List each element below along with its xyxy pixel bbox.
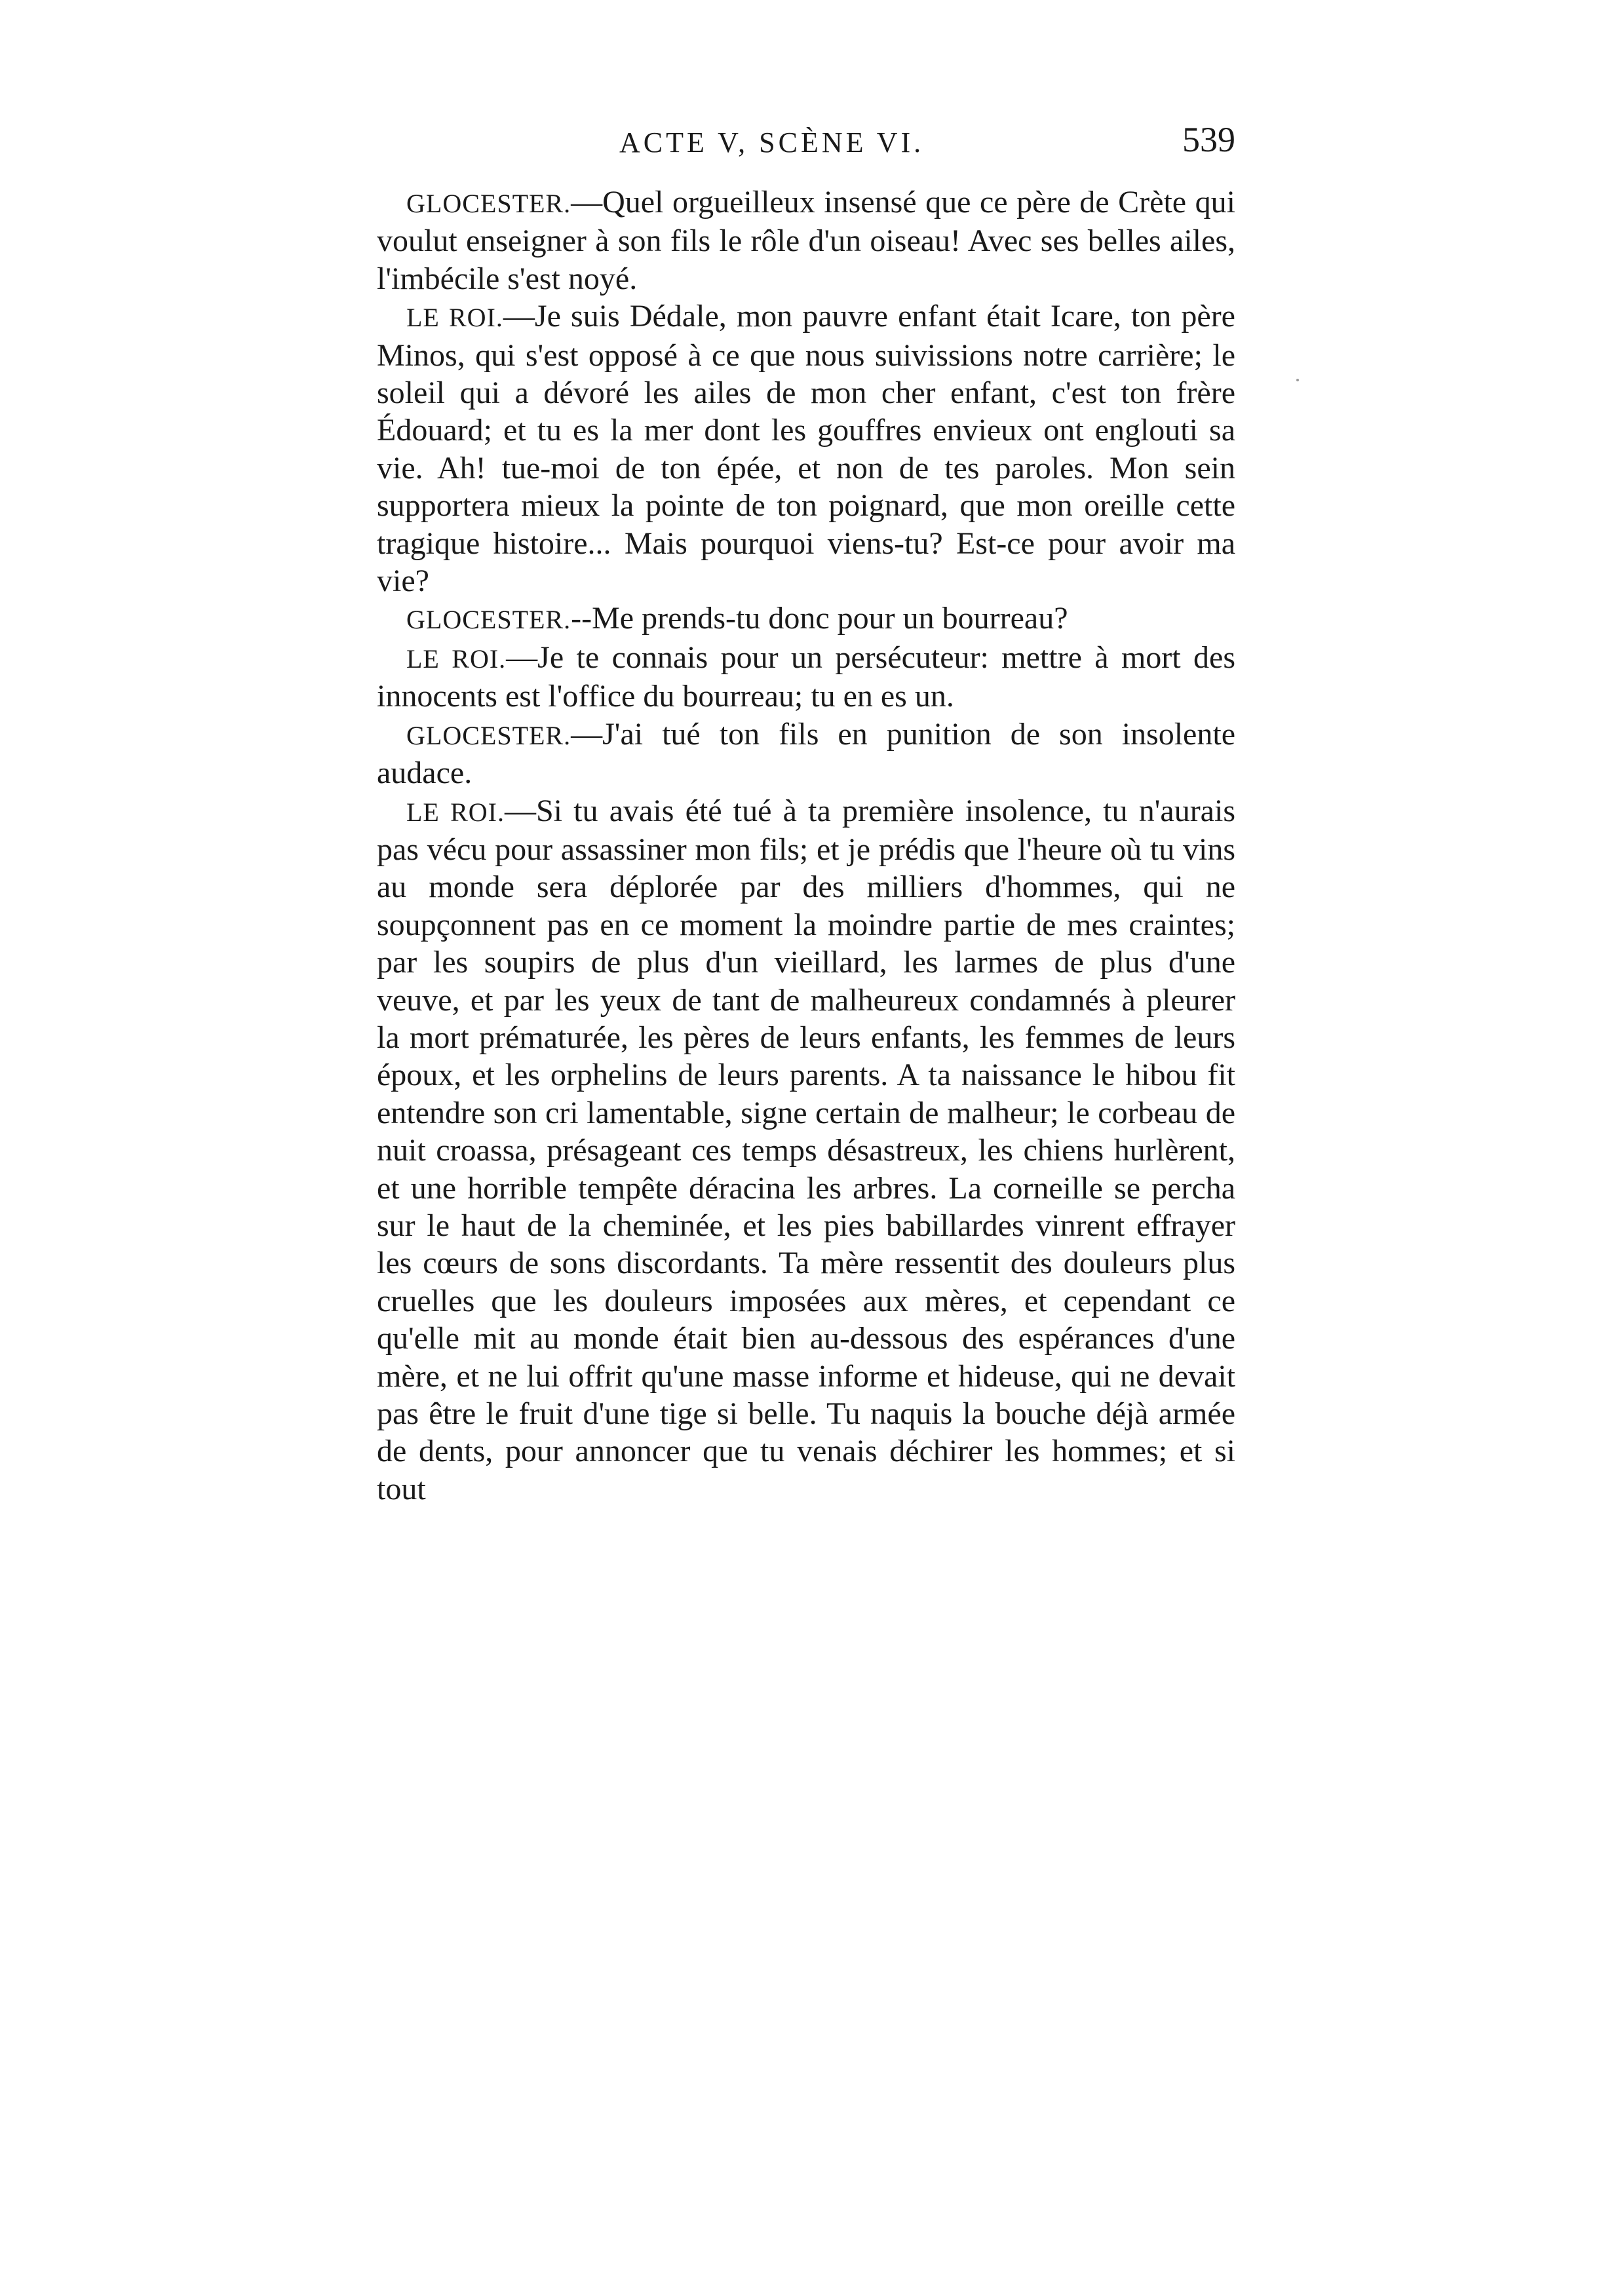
dialogue-paragraph (377, 183, 1235, 297)
speech-text: —Si tu avais été tué à ta première insolence, tu n'aurais pas vécu pour assassiner mon fils; et je prédis que l'heure où tu vins au monde sera déplorée par des milliers d'hommes, qui ne soupçonnent pas en ce moment la moindre partie de mes craintes; par les soupirs de plus d'un vieillard, les larmes de plus d'une veuve, et par les yeux de tant de malheureux condamnés à pleurer la mort prématurée, les pères de leurs enfants, les femmes de leurs époux, et les orphelins de leurs parents. A ta naissance le hibou fit entendre son cri lamentable, signe certain de malheur; le corbeau de nuit croassa, présageant ces temps désastreux, les chiens hurlèrent, et une horrible tempête déracina les arbres. La corneille se percha sur le haut de la cheminée, et les pies babillardes vinrent effrayer les cœurs de sons discordants. Ta mère ressentit des douleurs plus cruelles que les douleurs imposées aux mères, et cependant ce qu'elle mit au monde était bien au-dessous des espérances d'une mère, et ne lui offrit qu'une masse informe et hideuse, qui ne devait pas être le fruit d'une tige si belle. Tu naquis la bouche déjà armée de dents, pour annoncer que tu venais déchirer les hommes; et si tout (377, 793, 1235, 1506)
dialogue-body (377, 183, 1235, 1508)
page-number: 539 (1182, 120, 1235, 159)
running-title: ACTE V, SCÈNE VI. (619, 126, 925, 159)
speaker-name: LE ROI. (406, 643, 507, 674)
speaker-name: GLOCESTER. (406, 189, 571, 218)
speech-text: —Je suis Dédale, mon pauvre enfant était Icare, ton père Minos, qui s'est opposé à ce que nous suivissions notre carrière; le soleil qui a dévoré les ailes de mon cher enfant, c'est ton frère Édouard; et tu es la mer dont les gouffres envieux ont englouti sa vie. Ah! tue-moi de ton épée, et non de tes paroles. Mon sein supportera mieux la pointe de ton poignard, que mon oreille cette tragique histoire... Mais pourquoi viens-tu? Est-ce pour avoir ma vie? (377, 299, 1235, 599)
speech-text: —J'ai tué ton fils en punition de son insolente audace. (377, 716, 1235, 791)
dialogue-paragraph (377, 639, 1235, 716)
speech-text: —Je te connais pour un persécuteur: mettre à mort des innocents est l'office du bourreau; tu en es un. (377, 640, 1235, 714)
speaker-name: GLOCESTER. (406, 605, 571, 635)
speech-text: --Me prends-tu donc pour un bourreau? (571, 601, 1068, 636)
speaker-name: LE ROI. (406, 303, 503, 333)
speaker-name: GLOCESTER. (406, 720, 571, 750)
dialogue-paragraph (377, 792, 1235, 1508)
dialogue-paragraph (377, 716, 1235, 792)
dialogue-paragraph (377, 600, 1235, 638)
speech-text: —Quel orgueilleux insensé que ce père de Crète qui voulut enseigner à son fils le rôle d'un oiseau! Avec ses belles ailes, l'imbécile s'est noyé. (377, 185, 1235, 296)
margin-speck (1296, 379, 1299, 381)
speaker-name: LE ROI. (406, 797, 505, 827)
dialogue-paragraph (377, 297, 1235, 600)
page-header (377, 119, 1235, 165)
